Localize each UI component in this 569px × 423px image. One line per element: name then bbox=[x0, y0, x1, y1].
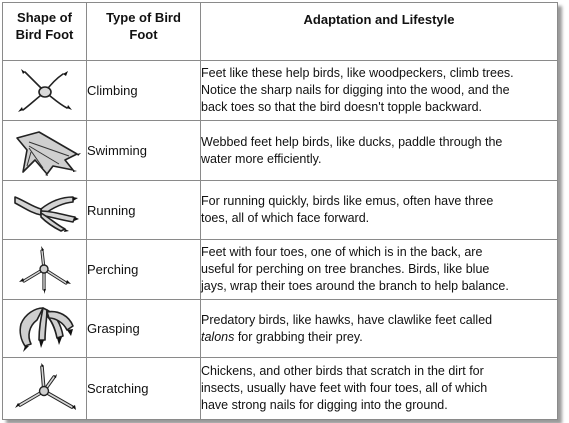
desc-line: back toes so that the bird doesn't topple backward. bbox=[201, 100, 483, 114]
scratching-foot-icon bbox=[14, 363, 76, 415]
desc-line: toes, all of which face forward. bbox=[201, 211, 370, 225]
foot-type-grasping: Grasping bbox=[87, 300, 201, 358]
header-type-of-bird-foot bbox=[87, 3, 201, 61]
header-type-line-2: Foot bbox=[129, 27, 158, 42]
talon-foot-icon bbox=[13, 304, 77, 354]
header-shape-line-1: Shape of bbox=[17, 10, 72, 25]
desc-line: Webbed feet help birds, like ducks, paddle through the bbox=[201, 134, 503, 149]
adaptation-grasping bbox=[201, 300, 558, 358]
header-shape-line-2: Bird Foot bbox=[15, 27, 74, 42]
header-type-line-1: Type of Bird bbox=[106, 10, 181, 25]
desc-line: Chickens, and other birds that scratch in the dirt for bbox=[201, 364, 484, 378]
running-foot-icon bbox=[11, 187, 79, 233]
desc-line: Feet with four toes, one of which is in the back, are bbox=[201, 245, 483, 259]
adaptation-perching bbox=[201, 240, 558, 300]
desc-line: jays, wrap their toes around the branch to help balance. bbox=[201, 279, 509, 293]
table-row bbox=[3, 240, 558, 300]
desc-line-rest: for grabbing their prey. bbox=[234, 329, 363, 344]
header-adaptation-and-lifestyle: Adaptation and Lifestyle bbox=[201, 3, 558, 61]
foot-shape-cell bbox=[3, 121, 87, 181]
climbing-foot-icon bbox=[15, 66, 75, 116]
table-row bbox=[3, 300, 558, 358]
table-header-row bbox=[3, 3, 558, 61]
adaptation-scratching bbox=[201, 358, 558, 420]
desc-line: For running quickly, birds like emus, often have three bbox=[201, 194, 494, 208]
bird-feet-table bbox=[2, 2, 558, 420]
foot-shape-cell bbox=[3, 300, 87, 358]
desc-line: insects, usually have feet with four toes, all of which bbox=[201, 381, 488, 395]
foot-type-swimming: Swimming bbox=[87, 121, 201, 181]
foot-type-perching: Perching bbox=[87, 240, 201, 300]
foot-type-running: Running bbox=[87, 181, 201, 240]
talons-term: talons bbox=[201, 329, 235, 344]
adaptation-swimming bbox=[201, 121, 558, 181]
adaptation-running bbox=[201, 181, 558, 240]
adaptation-climbing bbox=[201, 61, 558, 121]
webbed-foot-icon bbox=[9, 126, 81, 176]
desc-line bbox=[201, 329, 557, 346]
desc-line: Feet like these help birds, like woodpeckers, climb trees. bbox=[201, 66, 514, 80]
table-row bbox=[3, 61, 558, 121]
header-shape-of-bird-foot bbox=[3, 3, 87, 61]
desc-line: useful for perching on tree branches. Birds, like blue bbox=[201, 262, 490, 276]
table-row bbox=[3, 358, 558, 420]
foot-type-climbing: Climbing bbox=[87, 61, 201, 121]
perching-foot-icon bbox=[16, 245, 74, 295]
desc-line: have strong nails for digging into the ground. bbox=[201, 398, 448, 412]
foot-type-scratching: Scratching bbox=[87, 358, 201, 420]
foot-shape-cell bbox=[3, 181, 87, 240]
foot-shape-cell bbox=[3, 358, 87, 420]
desc-line: Predatory birds, like hawks, have clawlike feet called bbox=[201, 312, 493, 327]
table-row bbox=[3, 121, 558, 181]
foot-shape-cell bbox=[3, 61, 87, 121]
table-row bbox=[3, 181, 558, 240]
foot-shape-cell bbox=[3, 240, 87, 300]
desc-line: Notice the sharp nails for digging into the wood, and the bbox=[201, 83, 510, 97]
desc-line: water more efficiently. bbox=[201, 151, 322, 166]
